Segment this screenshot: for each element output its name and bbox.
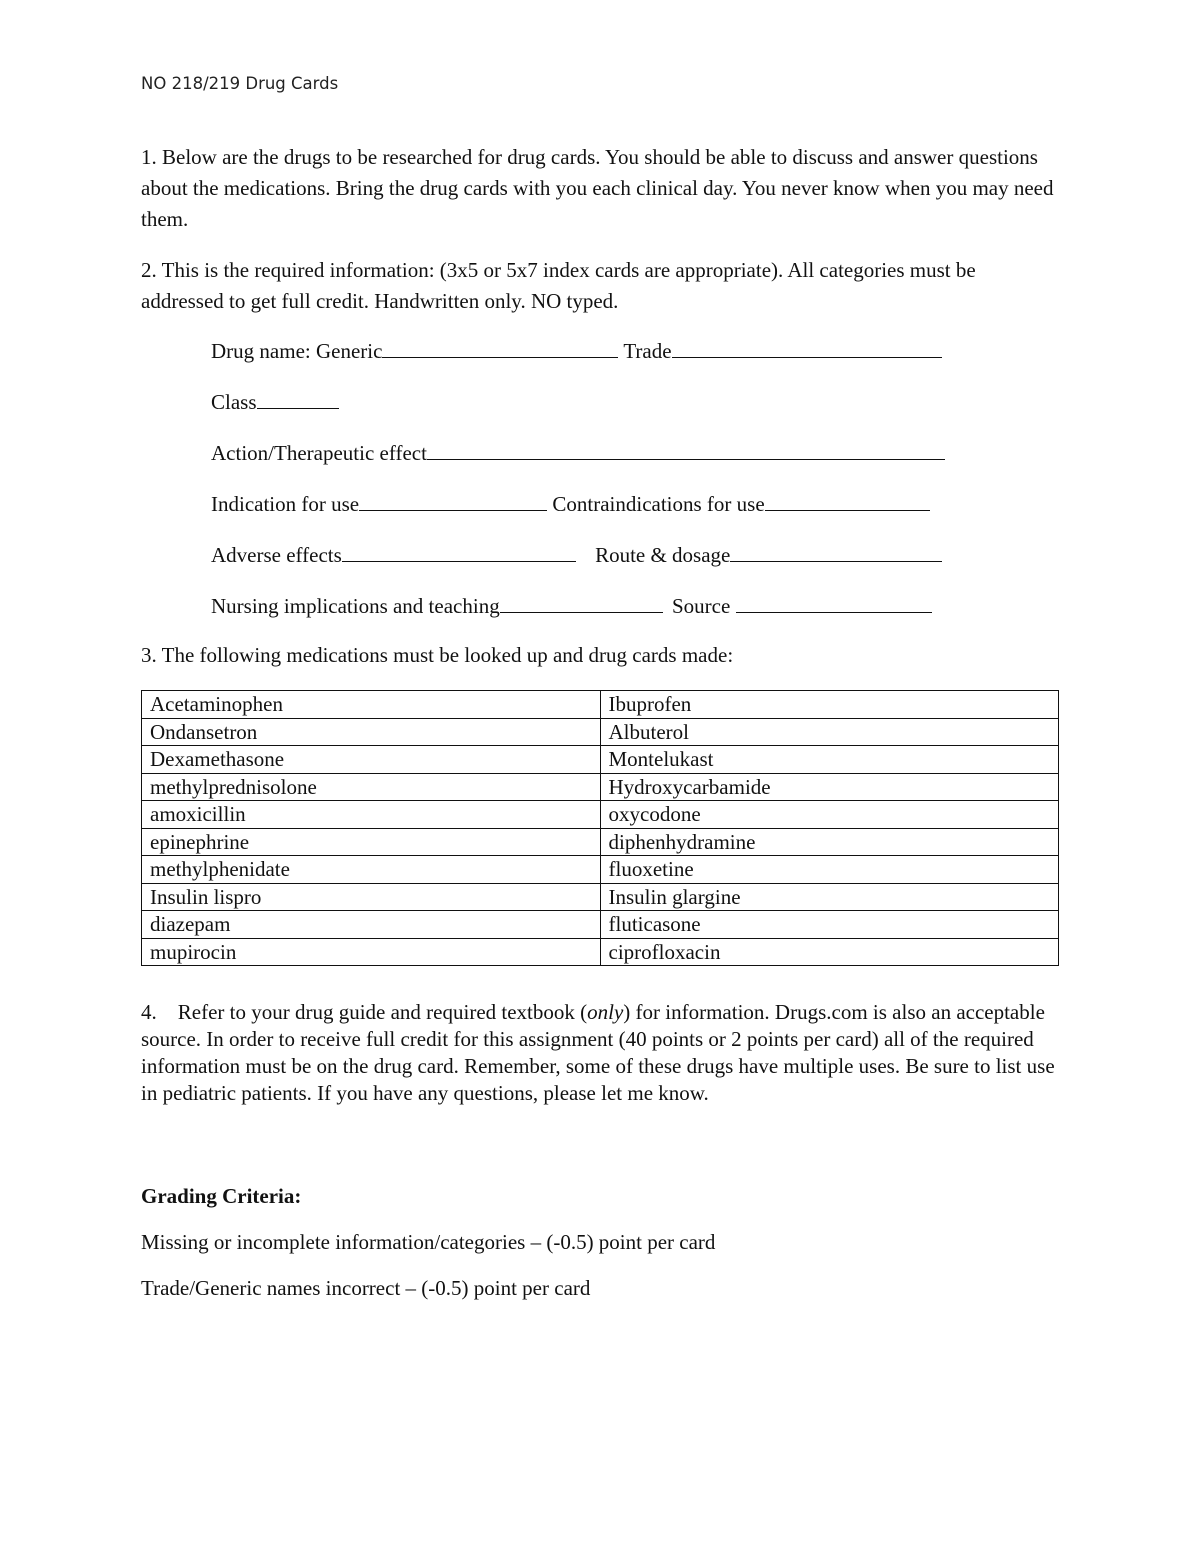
medication-cell-right: oxycodone [600, 801, 1059, 829]
label-trade: Trade [623, 339, 672, 363]
table-row [142, 883, 1059, 911]
grading-criteria-title: Grading Criteria: [141, 1184, 302, 1208]
label-source: Source [671, 594, 731, 618]
medication-cell-right: Albuterol [600, 718, 1059, 746]
medication-cell-right: fluticasone [600, 911, 1059, 939]
paragraph-4-text-start: Refer to your drug guide and required textbook ( [177, 1000, 588, 1024]
medication-cell-right: Insulin glargine [600, 883, 1059, 911]
medication-cell-left: amoxicillin [142, 801, 601, 829]
blank-adverse [342, 541, 576, 562]
blank-nursing [500, 592, 663, 613]
instruction-paragraph-4 [141, 999, 1061, 1107]
medication-cell-left: epinephrine [142, 828, 601, 856]
page-header: NO 218/219 Drug Cards [141, 74, 339, 93]
blank-trade [672, 337, 942, 358]
instruction-paragraph-1: 1. Below are the drugs to be researched for drug cards. You should be able to discuss and answer questions about the medications. Bring the drug cards with you each clinical day. You never know when you may need them. [141, 145, 1054, 231]
paragraph-4-text-end: ) for information. Drugs.com is also an acceptable source. In order to receive full credit for this assignment (40 points or 2 points per card) all of the required information must be on the drug card. Remember, some of these drugs have multiple uses. Be sure to list use in pediatric patients. If you have any questions, please let me know. [141, 1000, 1055, 1105]
label-adverse: Adverse effects [211, 543, 342, 567]
form-line-adverse [211, 540, 942, 571]
medication-cell-left: mupirocin [142, 938, 601, 966]
label-contraindications: Contraindications for use [552, 492, 765, 516]
form-line-action [211, 438, 945, 469]
form-line-nursing [211, 591, 932, 622]
table-row [142, 856, 1059, 884]
medication-cell-left: Ondansetron [142, 718, 601, 746]
grading-criterion-2: Trade/Generic names incorrect – (-0.5) point per card [141, 1276, 591, 1300]
label-drug-name: Drug name: Generic [211, 339, 383, 363]
table-row [142, 938, 1059, 966]
medication-cell-left: methylphenidate [142, 856, 601, 884]
medication-cell-left: Dexamethasone [142, 746, 601, 774]
medication-cell-left: methylprednisolone [142, 773, 601, 801]
blank-route [730, 541, 942, 562]
medication-cell-left: diazepam [142, 911, 601, 939]
table-row [142, 718, 1059, 746]
instruction-paragraph-3: 3. The following medications must be looked up and drug cards made: [141, 643, 734, 667]
table-row [142, 828, 1059, 856]
medication-cell-right: ciprofloxacin [600, 938, 1059, 966]
medication-cell-right: Hydroxycarbamide [600, 773, 1059, 801]
form-line-drug-name [211, 336, 942, 367]
medication-cell-right: Montelukast [600, 746, 1059, 774]
form-line-indication [211, 489, 930, 520]
medication-cell-right: Ibuprofen [600, 691, 1059, 719]
blank-contraindications [765, 490, 930, 511]
label-action: Action/Therapeutic effect [211, 441, 427, 465]
medication-cell-left: Acetaminophen [142, 691, 601, 719]
blank-generic [382, 337, 618, 358]
blank-class [257, 388, 339, 409]
paragraph-4-number: 4. [141, 1000, 157, 1024]
instruction-paragraph-2: 2. This is the required information: (3x5 or 5x7 index cards are appropriate). All categories must be addressed to get full credit. Handwritten only. NO typed. [141, 258, 976, 313]
label-nursing: Nursing implications and teaching [211, 594, 500, 618]
medication-cell-left: Insulin lispro [142, 883, 601, 911]
label-class: Class [211, 390, 257, 414]
label-indication: Indication for use [211, 492, 360, 516]
table-row [142, 746, 1059, 774]
medications-table [141, 690, 1059, 966]
form-line-class [211, 387, 339, 418]
table-row [142, 911, 1059, 939]
blank-action [427, 439, 945, 460]
grading-criterion-1: Missing or incomplete information/categories – (-0.5) point per card [141, 1230, 716, 1254]
table-row [142, 801, 1059, 829]
medication-cell-right: diphenhydramine [600, 828, 1059, 856]
table-row [142, 691, 1059, 719]
paragraph-4-emphasis: only [587, 1000, 624, 1024]
label-route: Route & dosage [595, 543, 731, 567]
medication-cell-right: fluoxetine [600, 856, 1059, 884]
table-row [142, 773, 1059, 801]
blank-indication [359, 490, 547, 511]
blank-source [736, 592, 932, 613]
